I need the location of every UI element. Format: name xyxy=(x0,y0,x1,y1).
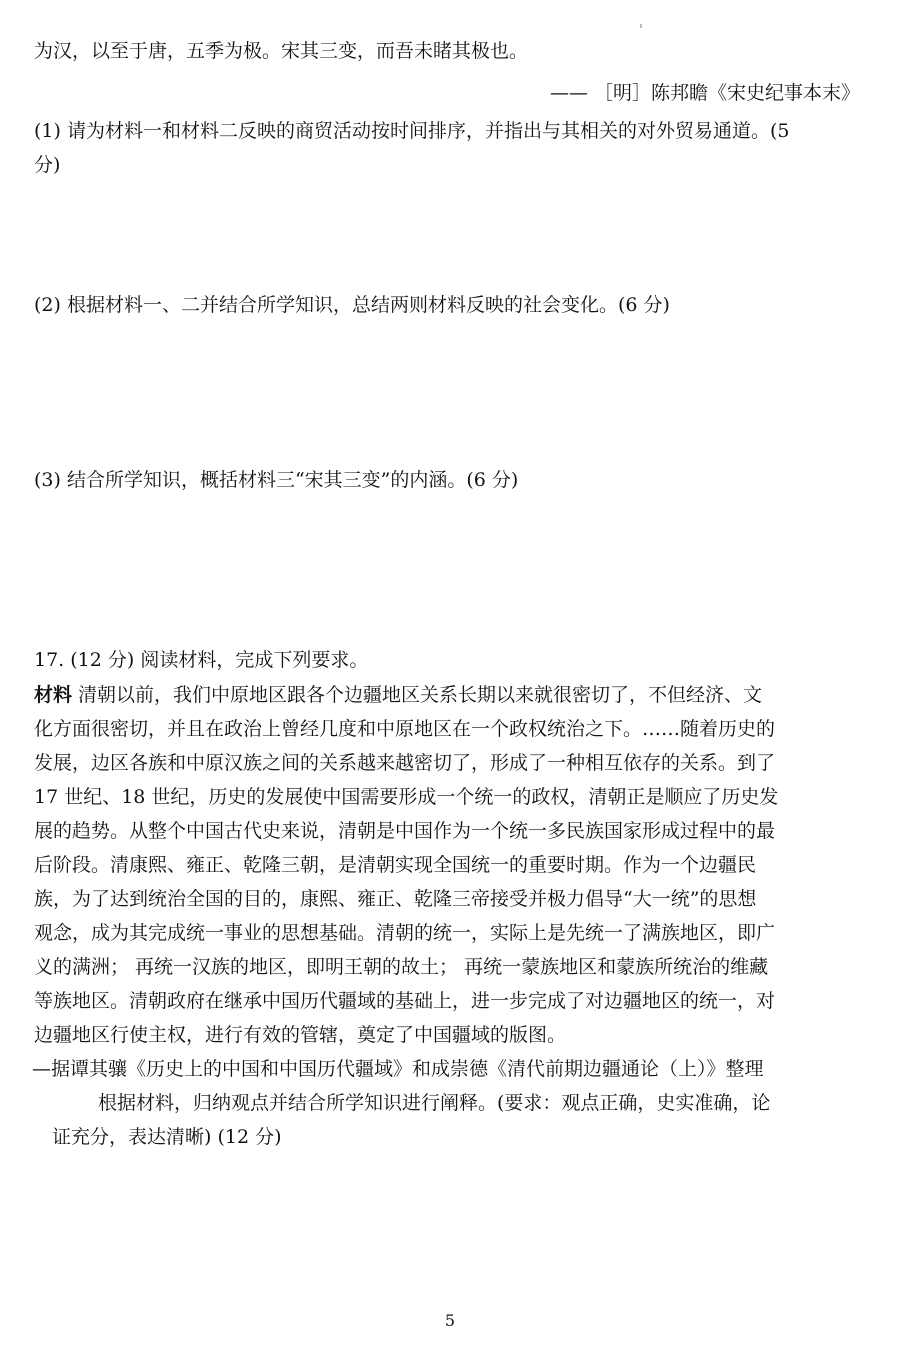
question-17-header: 17. (12 分) 阅读材料，完成下列要求。 xyxy=(34,649,369,671)
page-number: 5 xyxy=(444,1311,456,1330)
task-line-2: 证充分，表达清晰) (12 分) xyxy=(52,1126,282,1148)
question-16-1-cont: 分) xyxy=(34,154,61,176)
material-line-5: 展的趋势。从整个中国古代史来说，清朝是中国作为一个统一多民族国家形成过程中的最 xyxy=(34,820,776,842)
task-line-1: 根据材料，归纳观点并结合所学知识进行阐释。(要求：观点正确，史实准确，论 xyxy=(98,1092,771,1114)
material-line-3: 发展，边区各族和中原汉族之间的关系越来越密切了，形成了一种相互依存的关系。到了 xyxy=(34,752,776,774)
material-attribution: —— ［明］陈邦瞻《宋史纪事本末》 xyxy=(549,82,860,104)
material-text: 清朝以前，我们中原地区跟各个边疆地区关系长期以来就很密切了，不但经济、文 xyxy=(72,684,763,706)
scan-speck xyxy=(640,24,642,28)
material-line-8: 观念，成为其完成统一事业的思想基础。清朝的统一，实际上是先统一了满族地区，即广 xyxy=(34,922,776,944)
material-line-10: 等族地区。清朝政府在继承中国历代疆域的基础上，进一步完成了对边疆地区的统一，对 xyxy=(34,990,776,1012)
material-line-7: 族，为了达到统治全国的目的，康熙、雍正、乾隆三帝接受并极力倡导“大一统”的思想 xyxy=(34,888,757,910)
material-line-4: 17 世纪、18 世纪，历史的发展使中国需要形成一个统一的政权，清朝正是顺应了历史发 xyxy=(34,786,779,808)
material-line-1 xyxy=(34,682,762,708)
material-label: 材料 xyxy=(34,684,73,706)
question-16-2: (2) 根据材料一、二并结合所学知识，总结两则材料反映的社会变化。(6 分) xyxy=(34,294,670,316)
question-16-3: (3) 结合所学知识，概括材料三“宋其三变”的内涵。(6 分) xyxy=(34,469,519,491)
material-line-11: 边疆地区行使主权，进行有效的管辖，奠定了中国疆域的版图。 xyxy=(34,1024,567,1046)
material-line-2: 化方面很密切，并且在政治上曾经几度和中原地区在一个政权统治之下。……随着历史的 xyxy=(34,718,776,740)
material-line-9: 义的满洲； 再统一汉族的地区，即明王朝的故土； 再统一蒙族地区和蒙族所统治的维藏 xyxy=(34,956,769,978)
material-line-6: 后阶段。清康熙、雍正、乾隆三朝，是清朝实现全国统一的重要时期。作为一个边疆民 xyxy=(34,854,757,876)
material-source: —据谭其骧《历史上的中国和中国历代疆域》和成崇德《清代前期边疆通论（上）》整理 xyxy=(32,1058,764,1080)
question-16-1: (1) 请为材料一和材料二反映的商贸活动按时间排序，并指出与其相关的对外贸易通道。(5 xyxy=(34,120,790,142)
continued-material-line: 为汉，以至于唐，五季为极。宋其三变，而吾未睹其极也。 xyxy=(34,40,529,62)
